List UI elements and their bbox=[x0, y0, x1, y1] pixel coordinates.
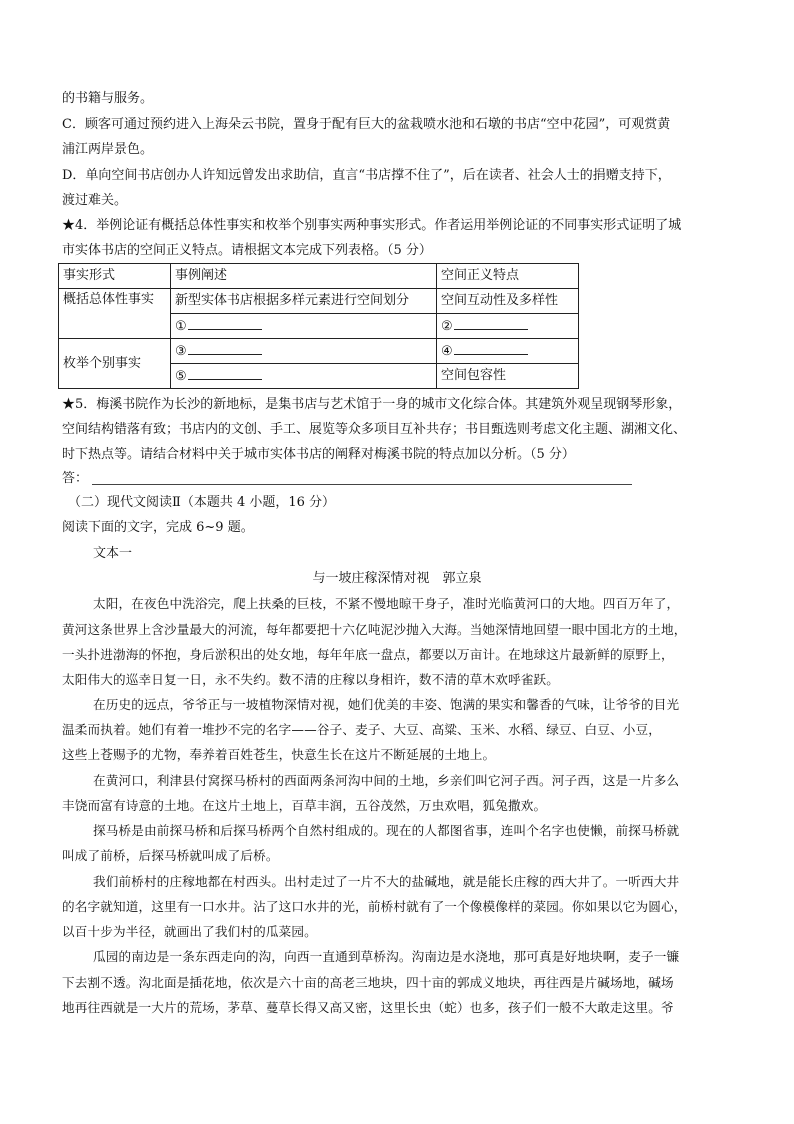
blank-number: ③ bbox=[175, 343, 187, 359]
option-d-line2: 渡过难关。 bbox=[62, 193, 128, 208]
blank-line bbox=[454, 343, 528, 355]
answer-blank-2[interactable] bbox=[437, 314, 579, 339]
answer-blank-1[interactable] bbox=[171, 314, 437, 339]
passage-line: 叫成了前桥，后探马桥就叫成了后桥。 bbox=[62, 848, 279, 863]
blank-line bbox=[188, 318, 262, 330]
blank-number: ② bbox=[441, 318, 453, 334]
passage-line: 太阳，在夜色中洗浴完，爬上扶桑的巨枝，不紧不慢地晾干身子，准时光临黄河口的大地。四百万年了， bbox=[93, 596, 680, 611]
table-cell: 空间包容性 bbox=[437, 364, 579, 389]
text-one-label: 文本一 bbox=[93, 546, 133, 561]
passage-line: 瓜园的南边是一条东西走向的沟，向西一直通到草桥沟。沟南边是水浇地，那可真是好地块啊，麦子一镰 bbox=[93, 949, 680, 964]
table-row bbox=[59, 289, 579, 314]
individual-fact-label: 枚举个别事实 bbox=[59, 339, 171, 389]
option-c-line1: C．顾客可通过预约进入上海朵云书院，置身于配有巨大的盆栽喷水池和石墩的书店“空中花园”，可观赏黄 bbox=[62, 117, 671, 132]
passage-line: 黄河这条世界上含沙量最大的河流，每年都要把十六亿吨泥沙抛入大海。当她深情地回望一眼中国北方的土地， bbox=[62, 622, 687, 637]
passage-line: 地再往西就是一大片的荒场，茅草、蔓草长得又高又密，这里长虫（蛇）也多，孩子们一般不大敢走这里。爷 bbox=[62, 1000, 674, 1015]
passage-line: 在黄河口，利津县付窝探马桥村的西面两条河沟中间的土地，乡亲们叫它河子西。河子西，这是一片多么 bbox=[93, 773, 680, 788]
q5-prompt-line3: 时下热点等。请结合材料中关于城市实体书店的阐释对梅溪书院的特点加以分析。（5 分） bbox=[62, 447, 575, 462]
passage-line: 一头扑进渤海的怀抱，身后淤积出的处女地，每年年底一盘点，都要以万亩计。在地球这片最新鲜的原野上， bbox=[62, 647, 674, 662]
q4-prompt-line1: ★4．举例论证有概括总体性事实和枚举个别事实两种事实形式。作者运用举例论证的不同事实形式证明了城 bbox=[62, 218, 682, 233]
passage-line: 在历史的远点，爷爷正与一坡植物深情对视，她们优美的丰姿、饱满的果实和馨香的气味，让爷爷的目光 bbox=[93, 697, 680, 712]
passage-line: 探马桥是由前探马桥和后探马桥两个自然村组成的。现在的人都图省事，连叫个名字也使懒，前探马桥就 bbox=[93, 823, 680, 838]
option-b-tail: 的书籍与服务。 bbox=[62, 91, 154, 106]
passage-line: 以百十步为半径，就画出了我们村的瓜菜园。 bbox=[62, 924, 317, 939]
fact-form-table bbox=[58, 263, 579, 389]
q5-prompt-line2: 空间结构错落有致；书店内的文创、手工、展览等众多项目互补共存；书目甄选则考虑文化主题、湖湘文化、 bbox=[62, 422, 687, 437]
blank-line bbox=[188, 368, 262, 380]
answer-label: 答： bbox=[62, 471, 89, 486]
answer-blank-3[interactable] bbox=[171, 339, 437, 364]
general-fact-label: 概括总体性事实 bbox=[59, 289, 171, 339]
passage-line: 这些上苍赐予的尤物，奉养着百姓苍生，快意生长在这片不断延展的土地上。 bbox=[62, 747, 496, 762]
table-header-row bbox=[59, 264, 579, 289]
passage-line: 温柔而执着。她们有着一堆抄不完的名字——谷子、麦子、大豆、高粱、玉米、水稻、绿豆、白豆、小豆， bbox=[62, 722, 661, 737]
q5-prompt-line1: ★5．梅溪书院作为长沙的新地标，是集书店与艺术馆于一身的城市文化综合体。其建筑外观呈现钢琴形象， bbox=[62, 397, 682, 412]
table-cell: 空间互动性及多样性 bbox=[437, 289, 579, 314]
blank-line bbox=[454, 318, 528, 330]
passage-title: 与一坡庄稼深情对视 郭立泉 bbox=[312, 571, 482, 586]
blank-number: ① bbox=[175, 318, 187, 334]
table-cell: 新型实体书店根据多样元素进行空间划分 bbox=[171, 289, 437, 314]
table-row bbox=[59, 339, 579, 364]
section-heading: （二）现代文阅读Ⅱ（本题共 4 小题，16 分） bbox=[68, 495, 336, 510]
table-header-cell: 事例阐述 bbox=[171, 264, 437, 289]
passage-line: 下去割不透。沟北面是插花地，依次是六十亩的高老三地块，四十亩的郭成义地块，再往西是片碱场地，碱场 bbox=[62, 975, 674, 990]
option-d-line1: D．单向空间书店创办人许知远曾发出求助信，直言“书店撑不住了”，后在读者、社会人士的捐赠支持下， bbox=[62, 168, 671, 183]
passage-line: 我们前桥村的庄稼地都在村西头。出村走过了一片不大的盐碱地，就是能长庄稼的西大井了。一听西大井 bbox=[93, 874, 680, 889]
reading-instruction: 阅读下面的文字，完成 6~9 题。 bbox=[62, 520, 254, 535]
blank-line bbox=[188, 343, 262, 355]
answer-line[interactable] bbox=[92, 484, 632, 485]
answer-blank-5[interactable] bbox=[171, 364, 437, 389]
passage-line: 丰饶而富有诗意的土地。在这片土地上，百草丰润，五谷茂然，万虫欢唱，狐兔撒欢。 bbox=[62, 798, 547, 813]
answer-blank-4[interactable] bbox=[437, 339, 579, 364]
table-header-cell: 空间正义特点 bbox=[437, 264, 579, 289]
option-c-line2: 浦江两岸景色。 bbox=[62, 142, 154, 157]
passage-line: 太阳伟大的巡幸日复一日，永不失约。数不清的庄稼以身相许，数不清的草木欢呼雀跃。 bbox=[62, 672, 560, 687]
table-header-cell: 事实形式 bbox=[59, 264, 171, 289]
blank-number: ⑤ bbox=[175, 368, 187, 384]
q4-prompt-line2: 市实体书店的空间正义特点。请根据文本完成下列表格。（5 分） bbox=[62, 243, 432, 258]
passage-line: 的名字就知道，这里有一口水井。沾了这口水井的光，前桥村就有了一个像模像样的菜园。你如果以它为圆心， bbox=[62, 899, 687, 914]
blank-number: ④ bbox=[441, 343, 453, 359]
